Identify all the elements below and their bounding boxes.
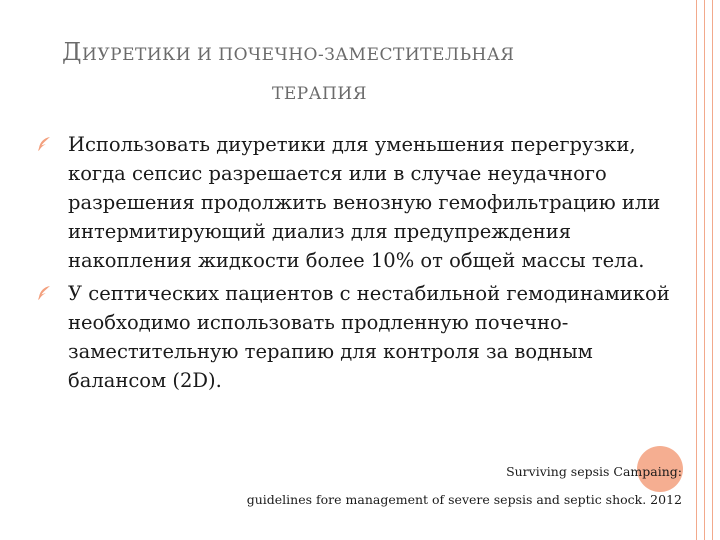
left-border (0, 0, 5, 540)
feather-quill-icon (36, 136, 52, 152)
title-first-letter: Д (62, 38, 83, 66)
decorative-line (696, 0, 697, 540)
citation-line-1: Surviving sepsis Campaing: (506, 464, 682, 479)
citation-line-2: guidelines fore management of severe sepsis and septic shock. 2012 (246, 492, 682, 507)
citation (247, 458, 682, 514)
bullet-item (36, 279, 686, 395)
bullet-text: Использовать диуретики для уменьшения перегрузки, когда сепсис разрешается или в случае неудачного разрешения продолжить венозную гемофильтрацию или интермитирующий диализ для предупреждения накопления жидкости более 10% от общей массы тела. (68, 133, 661, 272)
decorative-line (712, 0, 713, 540)
bullet-list (36, 130, 686, 399)
feather-quill-icon (36, 285, 52, 301)
bullet-text: У септических пациентов с нестабильной гемодинамикой необходимо использовать продленную почечно-заместительную терапию для контроля за водным балансом (2D). (68, 282, 670, 392)
bullet-item (36, 130, 686, 275)
title-line-1-text: ИУРЕТИКИ И ПОЧЕЧНО-ЗАМЕСТИТЕЛЬНАЯ (82, 45, 515, 65)
title-line-2: ТЕРАПИЯ (272, 84, 367, 104)
title-line-1 (62, 38, 514, 66)
decorative-line (704, 0, 705, 540)
